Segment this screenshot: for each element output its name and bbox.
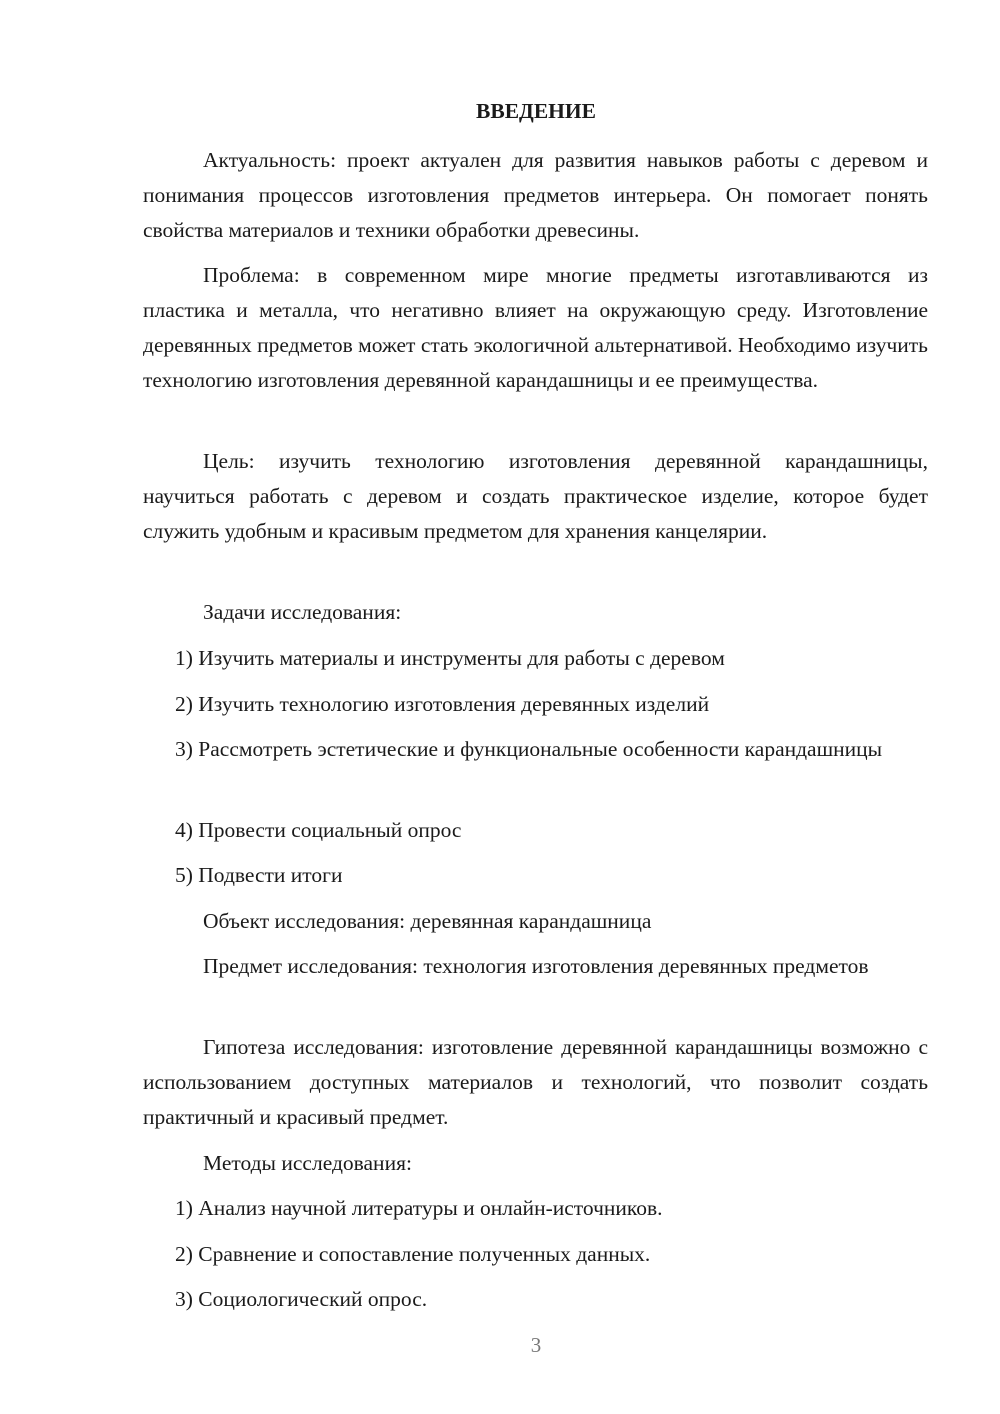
page-number: 3	[530, 1333, 542, 1357]
method-item-3: 3) Социологический опрос.	[175, 1287, 428, 1311]
method-item-2: 2) Сравнение и сопоставление полученных данных.	[175, 1242, 651, 1266]
paragraph-goal	[143, 444, 928, 549]
task-item-2: 2) Изучить технологию изготовления деревянных изделий	[175, 692, 710, 716]
paragraph-object: Объект исследования: деревянная карандашница	[203, 909, 652, 933]
task-item-1: 1) Изучить материалы и инструменты для работы с деревом	[175, 646, 725, 670]
page-title: ВВЕДЕНИЕ	[476, 99, 596, 123]
paragraph-problem	[143, 258, 928, 398]
method-item-1: 1) Анализ научной литературы и онлайн-источников.	[175, 1196, 663, 1220]
task-item-3: 3) Рассмотреть эстетические и функциональные особенности карандашницы	[175, 737, 883, 761]
relevance-text: Актуальность: проект актуален для развития навыков работы с деревом и понимания процессов изготовления предметов интерьера. Он помогает понять свойства материалов и техники обработки древесины.	[143, 148, 928, 242]
task-item-4: 4) Провести социальный опрос	[175, 818, 462, 842]
task-item-5: 5) Подвести итоги	[175, 863, 343, 887]
paragraph-relevance	[143, 143, 928, 248]
goal-text: Цель: изучить технологию изготовления деревянной карандашницы, научиться работать с деревом и создать практическое изделие, которое будет служить удобным и красивым предметом для хранения канцелярии.	[143, 449, 928, 543]
problem-text: Проблема: в современном мире многие предметы изготавливаются из пластика и металла, что негативно влияет на окружающую среду. Изготовление деревянных предметов может стать экологичной альтернативой. Необходимо изучить технологию изготовления деревянной карандашницы и ее преимущества.	[143, 263, 928, 392]
methods-heading: Методы исследования:	[203, 1151, 412, 1175]
tasks-heading: Задачи исследования:	[203, 600, 402, 624]
paragraph-subject: Предмет исследования: технология изготовления деревянных предметов	[203, 954, 869, 978]
paragraph-hypothesis: Гипотеза исследования: изготовление деревянной карандашницы возможно с использованием доступных материалов и технологий, что позволит создать практичный и красивый предмет.	[143, 1035, 928, 1129]
